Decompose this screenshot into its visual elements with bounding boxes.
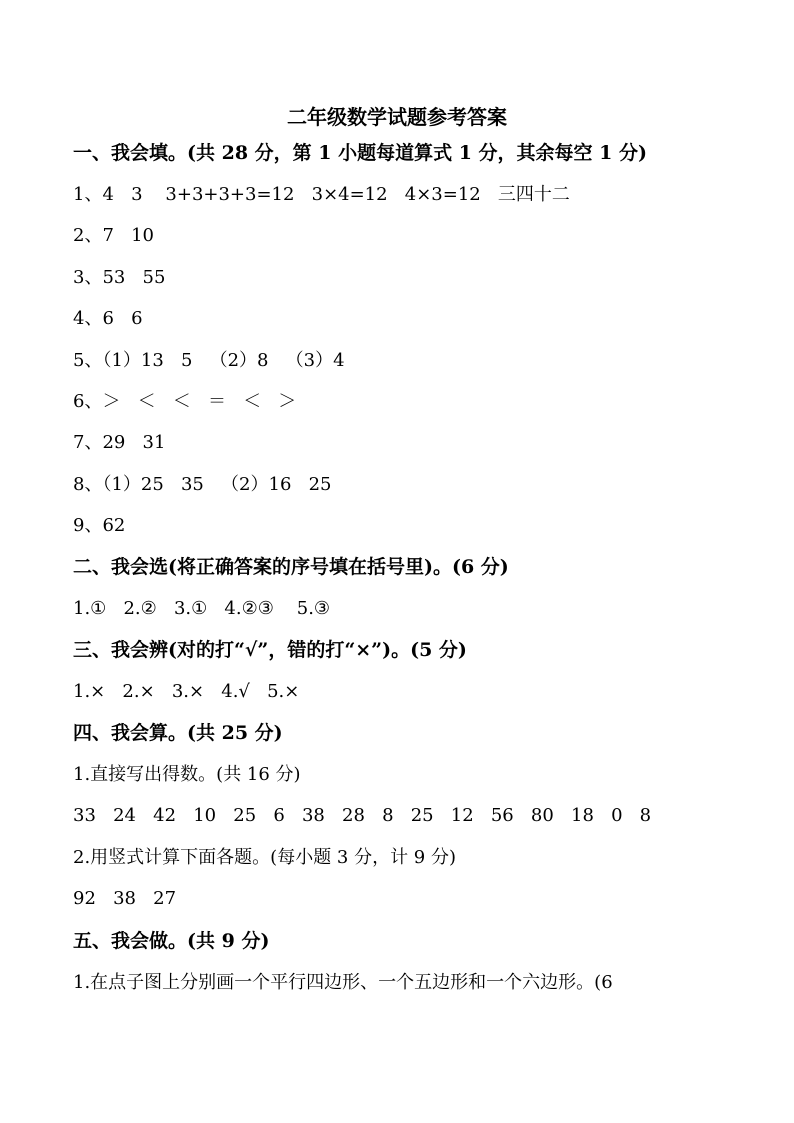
answer-line-1-1: 1、4 3 3+3+3+3=12 3×4=12 4×3=12 三四十二 — [73, 184, 570, 205]
answer-line-1-3: 3、53 55 — [73, 267, 166, 288]
section-heading-choose: 二、我会选(将正确答案的序号填在括号里)。(6 分) — [73, 556, 509, 578]
answer-line-1-2: 2、7 10 — [73, 225, 154, 246]
section-heading-calculate: 四、我会算。(共 25 分) — [73, 722, 283, 744]
answer-line-4-1: 1.直接写出得数。(共 16 分) — [73, 764, 301, 785]
answer-line-3-1: 1.× 2.× 3.× 4.√ 5.× — [73, 681, 300, 702]
answer-line-1-4: 4、6 6 — [73, 308, 143, 329]
answer-line-2-1: 1.① 2.② 3.① 4.②③ 5.③ — [73, 598, 331, 619]
answer-line-1-6: 6、＞ ＜ ＜ ＝ ＜ ＞ — [73, 391, 297, 412]
answer-line-1-7: 7、29 31 — [73, 432, 166, 453]
answer-line-5-1: 1.在点子图上分别画一个平行四边形、一个五边形和一个六边形。(6 — [73, 972, 613, 993]
answer-line-4-2: 33 24 42 10 25 6 38 28 8 25 12 56 80 18 0 8 — [73, 805, 652, 826]
answer-line-1-8: 8、（1）25 35 （2）16 25 — [73, 474, 332, 495]
answer-line-1-5: 5、（1）13 5 （2）8 （3）4 — [73, 350, 345, 371]
answer-line-1-9: 9、62 — [73, 515, 126, 536]
section-heading-judge: 三、我会辨(对的打“√”，错的打“×”)。(5 分) — [73, 639, 467, 661]
section-heading-fill: 一、我会填。(共 28 分，第 1 小题每道算式 1 分，其余每空 1 分) — [73, 142, 647, 164]
page-title: 二年级数学试题参考答案 — [287, 105, 507, 129]
answer-line-4-4: 92 38 27 — [73, 888, 177, 909]
section-heading-do: 五、我会做。(共 9 分) — [73, 930, 270, 952]
answer-line-4-3: 2.用竖式计算下面各题。(每小题 3 分，计 9 分) — [73, 847, 457, 868]
